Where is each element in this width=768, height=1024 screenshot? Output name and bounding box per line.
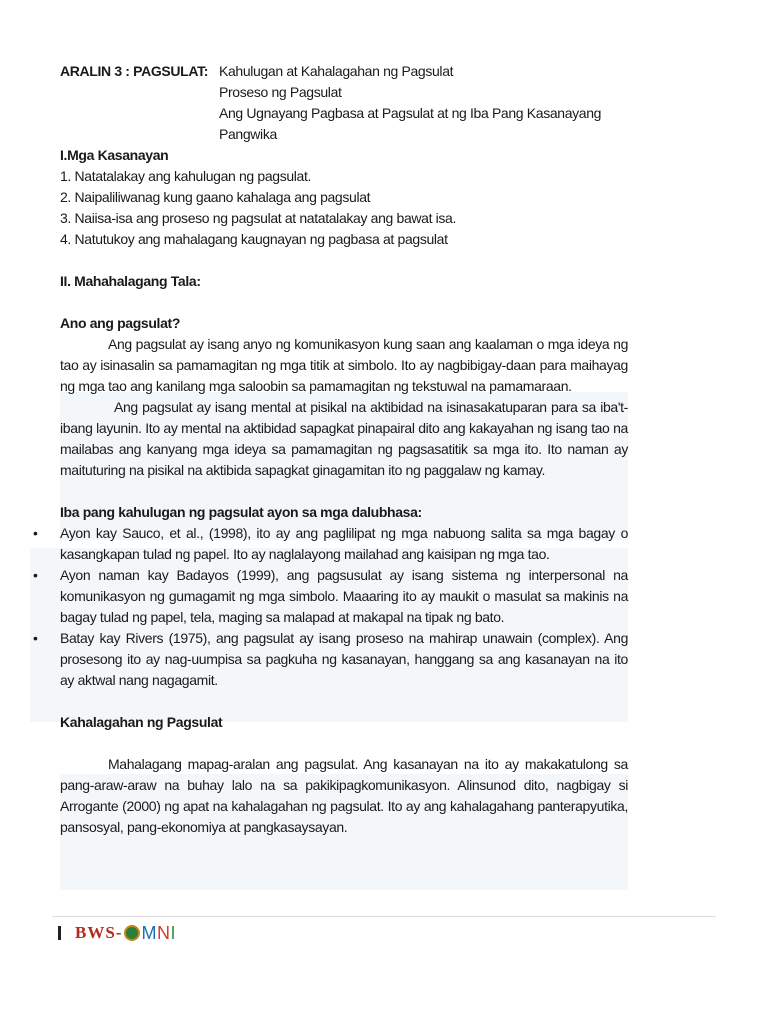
logo-bws-text: BWS- <box>75 923 123 942</box>
objectives-heading: I.Mga Kasanayan <box>60 147 169 163</box>
document-content <box>33 61 628 838</box>
list-item <box>33 628 628 691</box>
objective-item: 4. Natutukoy ang mahalagang kaugnayan ng pagbasa at pagsulat <box>60 231 448 247</box>
spacer <box>60 250 628 271</box>
list-item-text: Ayon naman kay Badayos (1999), ang pagsusulat ay isang sistema ng interpersonal na komunikasyon ng gumagamit ng mga simbolo. Maaaring ito ay maukit o masulat sa makinis na bagay tulad ng papel, tela, maging sa malapad at makapal na tipak ng bato. <box>60 567 628 625</box>
bullet-icon: • <box>33 567 38 583</box>
list-item <box>33 565 628 628</box>
importance-paragraph: Mahalagang mapag-aralan ang pagsulat. Ang kasanayan na ito ay makakatulong sa pang-araw-araw na buhay lalo na sa pakikipagkomunikasyon. Alinsunod dito, nagbigay si Arrogante (2000) ng apat na kahalagahan ng pagsulat. Ito ay ang kahalagahang panterapyutika, pansosyal, pang-ekonomiya at pangkasaysayan. <box>60 756 628 835</box>
logo-seal-icon <box>124 925 140 941</box>
footer-divider <box>52 916 716 917</box>
objective-item: 1. Natatalakay ang kahulugan ng pagsulat. <box>60 168 312 184</box>
list-item-text: Batay kay Rivers (1975), ang pagsulat ay isang proseso na mahirap unawain (complex). Ang prosesong ito ay nag-uumpisa sa pagkuha ng kasanayan, hanggang sa ang kasanayan na ito ay aktwal nang nagagamit. <box>60 630 628 688</box>
spacer <box>60 691 628 712</box>
definition-paragraph: Ang pagsulat ay isang anyo ng komunikasyon kung saan ang kaalaman o mga ideya ng tao ay isinasalin sa pamamagitan ng mga titik at simbolo. Ito ay nagbibigay-daan para maihayag ng mga tao ang kanilang mga saloobin sa pamamagitan ng tekstuwal na pamamaraan. <box>60 336 628 394</box>
footer-bar <box>58 926 61 940</box>
footer <box>58 921 176 945</box>
definition-paragraph: Ang pagsulat ay isang mental at pisikal na aktibidad na isinasakatuparan para sa iba't-ibang layunin. Ito ay mental na aktibidad sapagkat pinapairal dito ang kakayahan ng isang tao na mailabas ang kanyang mga ideya sa pamamagitan ng pagsasatitik sa mga ito. Ito naman ay maituturing na pisikal na aktibida sapagkat ginagamitan ito ng paggalaw ng kamay. <box>60 399 628 478</box>
lesson-topic: Ang Ugnayang Pagbasa at Pagsulat at ng Iba Pang Kasanayang <box>219 105 602 121</box>
spacer <box>60 481 628 502</box>
list-item <box>33 523 628 565</box>
lesson-topics <box>219 61 628 145</box>
experts-list <box>33 523 628 691</box>
objective-item: 3. Naiisa-isa ang proseso ng pagsulat at natatalakay ang bawat isa. <box>60 210 457 226</box>
lesson-topic: Proseso ng Pagsulat <box>219 84 342 100</box>
lesson-label: ARALIN 3 : PAGSULAT: <box>60 63 209 79</box>
definition-heading: Ano ang pagsulat? <box>60 315 181 331</box>
objective-item: 2. Naipaliliwanag kung gaano kahalaga ang pagsulat <box>60 189 371 205</box>
logo-omni-text: MNI <box>141 922 176 943</box>
notes-heading: II. Mahahalagang Tala: <box>60 273 201 289</box>
importance-heading: Kahalagahan ng Pagsulat <box>60 714 223 730</box>
experts-heading: Iba pang kahulugan ng pagsulat ayon sa mga dalubhasa: <box>60 504 422 520</box>
lesson-header <box>60 61 628 145</box>
spacer <box>60 733 628 754</box>
list-item-text: Ayon kay Sauco, et al., (1998), ito ay ang paglilipat ng mga nabuong salita sa mga bagay o kasangkapan tulad ng papel. Ito ay naglalayong mailahad ang kaisipan ng mga tao. <box>60 525 628 562</box>
lesson-topic: Pangwika <box>219 126 277 142</box>
bws-omni-logo <box>75 923 176 944</box>
lesson-topic: Kahulugan at Kahalagahan ng Pagsulat <box>219 63 454 79</box>
bullet-icon: • <box>33 630 38 646</box>
bullet-icon: • <box>33 525 38 541</box>
spacer <box>60 292 628 313</box>
